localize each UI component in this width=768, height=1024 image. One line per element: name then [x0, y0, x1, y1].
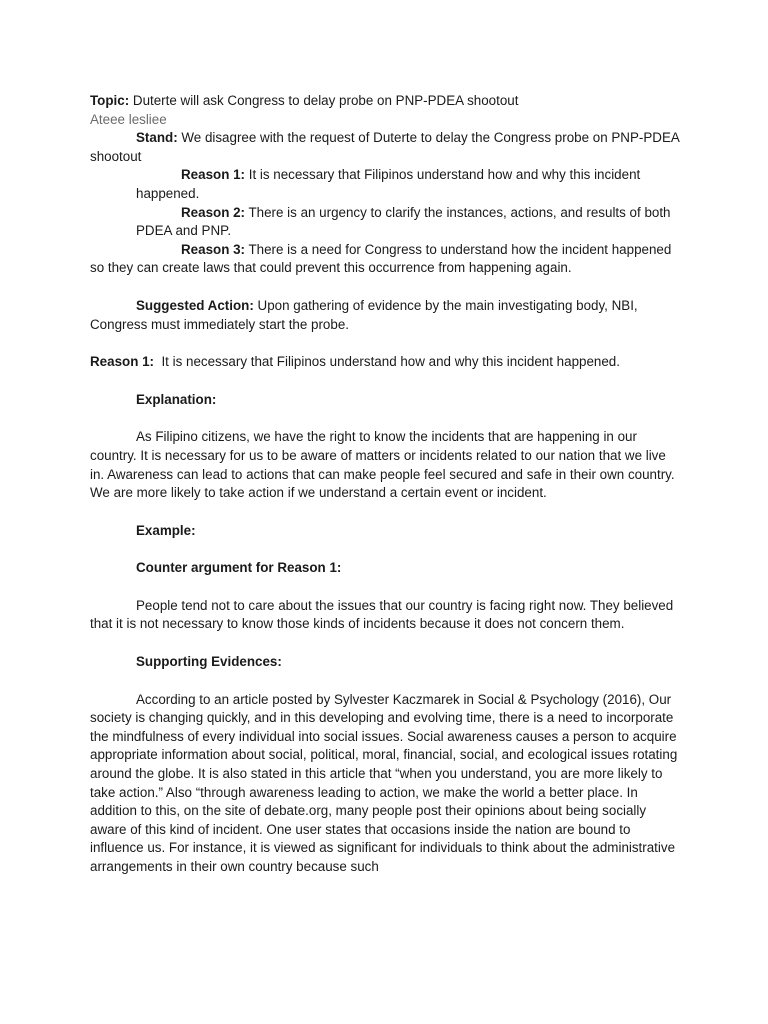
explanation-body: As Filipino citizens, we have the right to know the incidents that are happening in our country. It is necessary for us to be aware of matters or incidents related to our nation that we live in. Awareness can lead to actions that can make people feel secured and safe in their own country. We are more likely to take action if we understand a certain event or incident.: [90, 429, 675, 501]
counter-argument-body: People tend not to care about the issues that our country is facing right now. They believed that it is not necessary to know those kinds of incidents because it does not concern them.: [90, 597, 674, 632]
reason-1-text: It is necessary that Filipinos understand how and why this incident happened.: [136, 167, 641, 201]
supporting-evidences-body: According to an article posted by Sylvester Kaczmarek in Social & Psychology (2016), Our society is changing quickly, and in this developing and evolving time, there is a need to incorporate the mindfulness of every individual into social issues. Social awareness causes a person to acquire appropriate information about social, political, moral, financial, social, and ecological issues rotating around the globe. It is also stated in this article that “when you understand, you are more likely to take action.” Also “through awareness leading to action, we make the world a better place. In addition to this, on the site of debate.org, many people post their opinions about being socially aware of this kind of incident. One user states that occasions inside the nation are bound to influence us. For instance, it is viewed as significant for individuals to think about the administrative arrangements in their own country because such: [90, 691, 678, 874]
reason-2-text: There is an urgency to clarify the instances, actions, and results of both PDEA and PNP.: [136, 204, 671, 239]
reason-1-section-label: Reason 1:: [90, 354, 154, 370]
suggested-action-text: Upon gathering of evidence by the main investigating body, NBI, Congress must immediately start the probe.: [90, 297, 638, 332]
suggested-action-line: [90, 297, 680, 334]
reason-1-label: Reason 1:: [181, 167, 245, 183]
reason-2-label: Reason 2:: [181, 204, 245, 220]
stand-text: We disagree with the request of Duterte to delay the Congress probe on PNP-PDEA shootout: [90, 130, 680, 164]
reason-2-line: [90, 204, 680, 241]
reason-1-section-text: It is necessary that Filipinos understand how and why this incident happened.: [154, 354, 620, 370]
topic-label: Topic:: [90, 93, 130, 108]
topic-line: [90, 92, 680, 111]
counter-argument-heading: Counter argument for Reason 1:: [136, 560, 342, 576]
author-name: Ateee lesliee: [90, 111, 167, 127]
reason-1-line: [90, 166, 680, 203]
explanation-heading: Explanation:: [136, 391, 217, 407]
reason-1-section-line: [90, 353, 680, 372]
reason-3-text: There is a need for Congress to understand how the incident happened so they can create laws that could prevent this occurrence from happening again.: [90, 241, 672, 276]
document-content: [90, 92, 680, 877]
stand-line: [90, 129, 680, 166]
topic-text: Duterte will ask Congress to delay probe on PNP-PDEA shootout: [129, 93, 519, 108]
reason-3-line: [90, 241, 680, 278]
reason-3-label: Reason 3:: [181, 241, 245, 257]
stand-label: Stand:: [136, 130, 178, 146]
suggested-action-label: Suggested Action:: [136, 297, 254, 313]
example-heading: Example:: [136, 522, 196, 538]
supporting-evidences-heading: Supporting Evidences:: [136, 654, 282, 670]
